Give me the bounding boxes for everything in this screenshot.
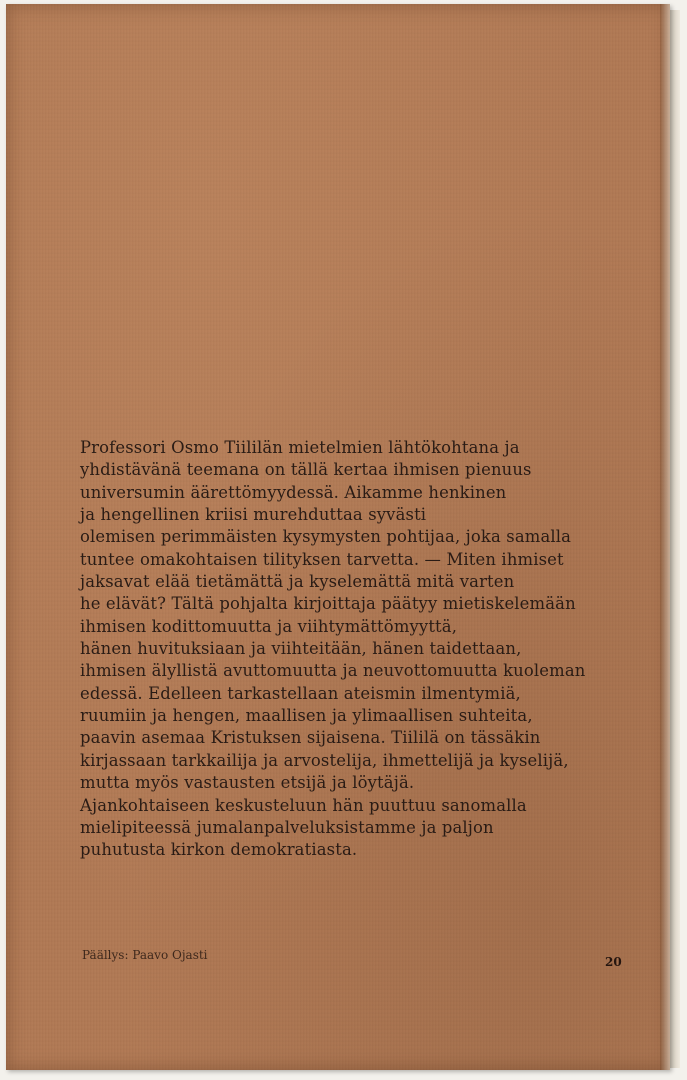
blurb-line: yhdistävänä teemana on tällä kertaa ihmisen pienuus (80, 460, 532, 480)
back-cover-blurb (80, 437, 640, 862)
page-edge (670, 10, 680, 1068)
blurb-line: universumin äärettömyydessä. Aikamme henkinen (80, 482, 507, 502)
blurb-line: Professori Osmo Tiililän mietelmien lähtökohtana ja (80, 438, 520, 457)
blurb-line: kirjassaan tarkkailija ja arvostelija, ihmettelijä ja kyselijä, (80, 750, 569, 770)
blurb-line: hänen huvituksiaan ja viihteitään, hänen taidettaan, (80, 639, 522, 659)
blurb-line: tuntee omakohtaisen tilityksen tarvetta. — Miten ihmiset (80, 549, 564, 569)
blurb-line: olemisen perimmäisten kysymysten pohtijaa, joka samalla (80, 527, 572, 547)
blurb-line: mutta myös vastausten etsijä ja löytäjä. (80, 773, 415, 793)
blurb-line: Ajankohtaiseen keskusteluun hän puuttuu sanomalla (80, 795, 527, 815)
blurb-line: ihmisen älyllistä avuttomuutta ja neuvottomuutta kuoleman (80, 661, 586, 681)
blurb-line: puhutusta kirkon demokratiasta. (80, 840, 358, 860)
blurb-line: ruumiin ja hengen, maallisen ja ylimaallisen suhteita, (80, 706, 533, 726)
code-number: 20 (605, 955, 622, 969)
blurb-line: ja hengellinen kriisi murehduttaa syvästi (80, 505, 427, 525)
blurb-line: he elävät? Tältä pohjalta kirjoittaja päätyy mietiskelemään (80, 594, 576, 614)
blurb-line: ihmisen kodittomuutta ja viihtymättömyyttä, (80, 616, 458, 636)
cover-fold-edge (660, 4, 670, 1070)
blurb-line: edessä. Edelleen tarkastellaan ateismin ilmentymiä, (80, 683, 521, 703)
blurb-line: mielipiteessä jumalanpalveluksistamme ja paljon (80, 817, 494, 837)
blurb-line: jaksavat elää tietämättä ja kyselemättä mitä varten (80, 572, 515, 592)
blurb-line: paavin asemaa Kristuksen sijaisena. Tiililä on tässäkin (80, 728, 541, 748)
cover-designer-credit: Päällys: Paavo Ojasti (82, 948, 208, 962)
